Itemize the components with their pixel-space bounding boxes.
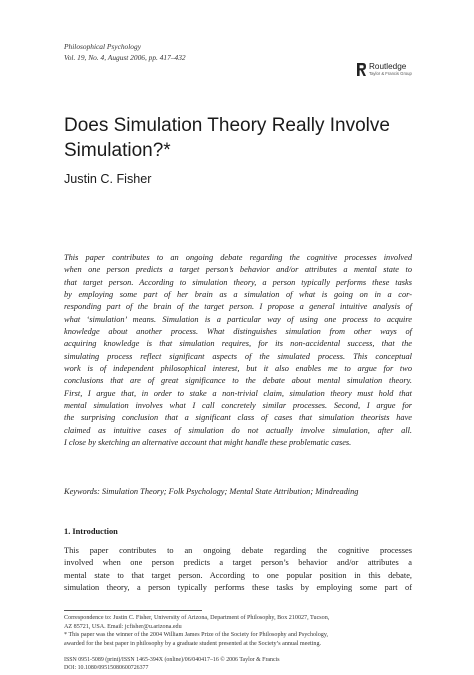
section-heading: 1. Introduction	[64, 527, 118, 536]
journal-issue: Vol. 19, No. 4, August 2006, pp. 417–432	[64, 52, 186, 62]
footnote-line: awarded for the best paper in philosophy by a graduate student presented at the Society’s annual meeting.	[64, 640, 322, 647]
abstract-line: knowledge about another process. What distinguishes simulation from other ways of	[64, 327, 412, 337]
abstract-line: acquiring knowledge is that simulation requires, for its non-accidental success, that the	[64, 339, 412, 349]
routledge-logo-icon	[356, 62, 367, 77]
footnote-line: Correspondence to: Justin C. Fisher, University of Arizona, Department of Philosophy, Box 210027, Tucson,	[64, 615, 330, 621]
abstract-line: what ‘simulation’ means. Simulation is a particular way of using one process to acquire	[64, 314, 412, 324]
intro-line: simulation theory, a person typically performs these tasks by employing some part of	[64, 583, 412, 593]
title-line: Simulation?*	[64, 140, 171, 161]
publisher-logo	[356, 62, 412, 77]
abstract-line: This paper contributes to an ongoing debate regarding the cognitive processes involved	[64, 253, 412, 262]
abstract-line: work is of independent philosophical interest, but it also enables me to argue for two	[64, 364, 412, 374]
abstract-line: mental simulation involves what I call concretely similar processes. Second, I argue for	[64, 401, 412, 411]
article-author: Justin C. Fisher	[64, 172, 152, 186]
journal-citation	[64, 42, 186, 63]
abstract-line: when one person predicts a target person’s behavior and/or attributes a mental state to	[64, 265, 412, 275]
abstract-line: the surprising conclusion that a significant class of cases that simulation theorists have	[64, 413, 412, 423]
publisher-name: Routledge	[369, 62, 407, 71]
footnote-line: * This paper was the winner of the 2004 William James Prize of the Society for Philosophy and Psychology,	[64, 632, 329, 639]
abstract-line: simulating process reflect significant aspects of the simulated process. This conceptual	[64, 351, 412, 361]
keywords: Keywords: Simulation Theory; Folk Psychology; Mental State Attribution; Mindreading	[64, 487, 359, 496]
title-line: Does Simulation Theory Really Involve	[64, 115, 390, 136]
abstract-line: by employing some part of her brain as a simulation of what is going on in a cor-	[64, 290, 412, 300]
article-title	[64, 113, 390, 163]
publisher-subtitle: Taylor & Francis Group	[369, 71, 412, 76]
abstract-line: claimed as intuitive cases of simulation do not actually involve simulation, after all.	[64, 425, 412, 435]
abstract-line: I close by sketching an alternative account that might handle these problematic cases.	[64, 438, 352, 448]
abstract-line: responding part of the brain of the target person. I propose a general intuitive analysis of	[64, 302, 412, 312]
intro-paragraph	[64, 545, 412, 594]
intro-line: mental state to that target person. According to one popular position in this debate,	[64, 570, 412, 580]
abstract-line: First, I argue that, in order to stake a non-trivial claim, simulation theory must hold that	[64, 388, 412, 398]
intro-line: This paper contributes to an ongoing debate regarding the cognitive processes	[64, 546, 412, 555]
footnote-line: AZ 85721, USA. Email: jcfisher@u.arizona.edu	[64, 623, 182, 630]
issn-line: ISSN 0951-5089 (print)/ISSN 1465-394X (online)/06/040417–16 © 2006 Taylor & Francis	[64, 657, 280, 663]
footnote-divider	[64, 610, 202, 611]
doi-line: DOI: 10.1080/09515080600726377	[64, 665, 149, 672]
abstract	[64, 252, 412, 450]
abstract-line: conclusions that are of great significance to the debate about mental simulation theory.	[64, 376, 412, 386]
abstract-line: that target person. According to simulation theory, a person typically performs these tasks	[64, 277, 412, 287]
journal-name: Philosophical Psychology	[64, 42, 141, 51]
issn-doi	[64, 656, 280, 672]
footnotes	[64, 614, 329, 648]
intro-line: involved when one person predicts a target person’s behavior and/or attributes a	[64, 558, 412, 568]
